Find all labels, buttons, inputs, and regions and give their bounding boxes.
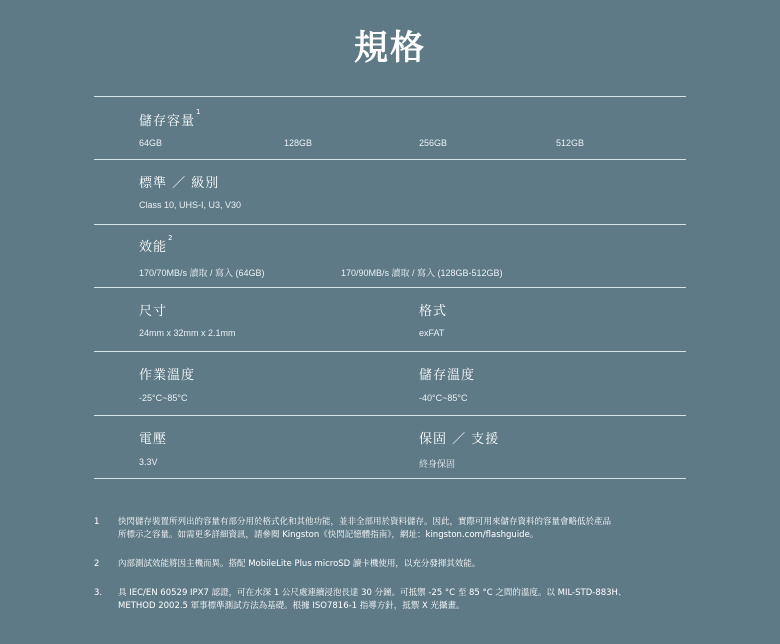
standard-value: Class 10, UHS-I, U3, V30: [139, 200, 242, 210]
capacity-128gb: 128GB: [284, 138, 313, 148]
voltage-value: 3.3V: [139, 457, 158, 467]
divider: [94, 351, 686, 352]
performance-label: 效能$^2$: [139, 234, 174, 255]
divider: [94, 478, 686, 479]
storage-temp-value: -40°C~85°C: [419, 393, 468, 403]
voltage-label: 電壓: [139, 432, 168, 447]
divider: [94, 287, 686, 288]
footnote-1-line-2: 所標示之容量。如需更多詳細資訊，請參閱 Kingston《快閃記憶體指南》，網址：kingston.com/flashguide。: [118, 530, 539, 540]
divider: [94, 415, 686, 416]
operating-temp-label: 作業溫度: [139, 368, 196, 383]
warranty-value: 終身保固: [419, 459, 456, 469]
footnote-3-line-2: METHOD 2002.5 軍事標準測試方法為基礎。根據 ISO7816-1 指導方針，抵禦 X 光攝畫。: [118, 601, 465, 611]
format-label: 格式: [419, 304, 448, 319]
warranty-label: 保固 ／ 支援: [419, 432, 500, 447]
format-value: exFAT: [419, 328, 445, 338]
operating-temp-value: -25°C~85°C: [139, 393, 188, 403]
dimensions-label: 尺寸: [139, 304, 168, 319]
page-title: 規格: [354, 28, 426, 68]
capacity-label: 儲存容量$^1$: [139, 108, 202, 129]
capacity-512gb: 512GB: [556, 138, 585, 148]
footnote-1-line-1: 快閃儲存裝置所列出的容量有部分用於格式化和其他功能，並非全部用於資料儲存。因此，實際可用來儲存資料的容量會略低於產品: [118, 517, 612, 527]
divider: [94, 96, 686, 97]
standard-label: 標準 ／ 級別: [139, 176, 220, 191]
footnote-3-line-1: 具 IEC/EN 60529 IPX7 認證，可在水深 1 公尺處連續浸泡長達 30 分鐘。可抵禦 -25 °C 至 85 °C 之間的溫度。以 MIL-STD-883H、: [118, 588, 627, 598]
capacity-64gb: 64GB: [139, 138, 163, 148]
divider: [94, 224, 686, 225]
performance-value-128-512gb: 170/90MB/s 讀取 / 寫入 (128GB-512GB): [341, 268, 503, 278]
performance-value-64gb: 170/70MB/s 讀取 / 寫入 (64GB): [139, 268, 265, 278]
footnote-2-line-1: 內部測試效能將因主機而異。搭配 MobileLite Plus microSD 讀卡機使用，以充分發揮其效能。: [118, 559, 481, 569]
capacity-256gb: 256GB: [419, 138, 448, 148]
divider: [94, 159, 686, 160]
dimensions-value: 24mm x 32mm x 2.1mm: [139, 328, 236, 338]
storage-temp-label: 儲存溫度: [419, 368, 476, 383]
